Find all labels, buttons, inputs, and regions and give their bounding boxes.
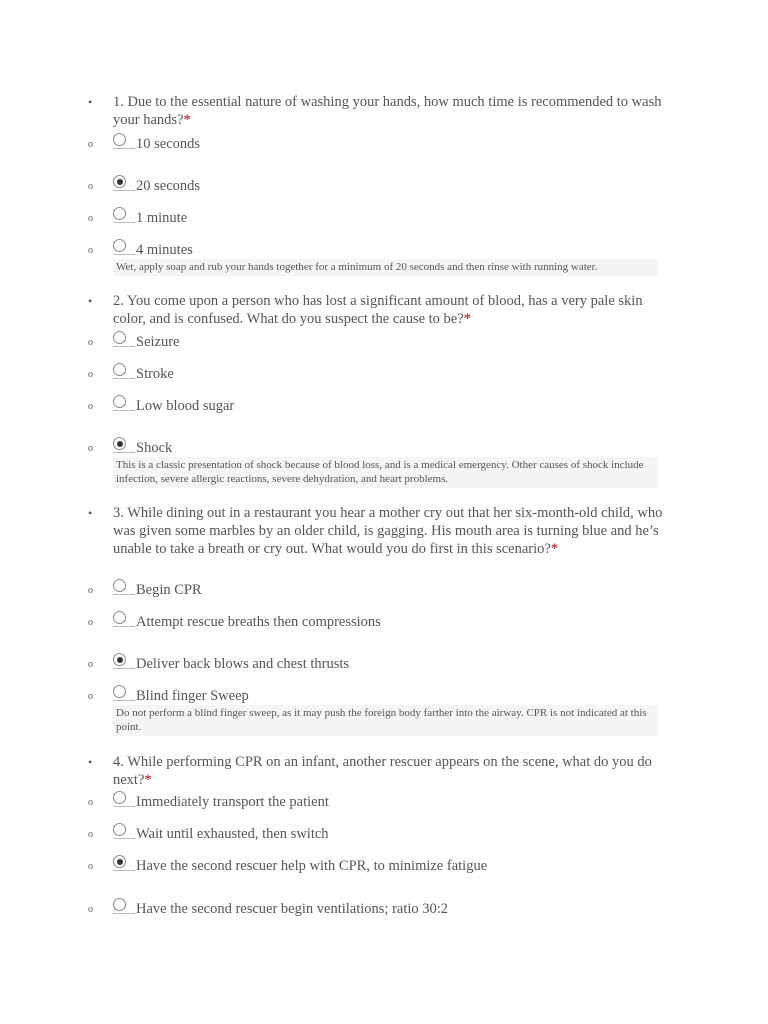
radio-button[interactable] (113, 239, 126, 252)
required-asterisk: * (550, 541, 559, 557)
sub-bullet-marker: o (88, 904, 93, 915)
sub-bullet-marker: o (88, 181, 93, 192)
radio-button-selected[interactable] (113, 437, 126, 450)
option-seizure[interactable] (0, 334, 768, 356)
sub-bullet-marker: o (88, 443, 93, 454)
sub-bullet-marker: o (88, 829, 93, 840)
option-label: 10 seconds (136, 136, 201, 152)
option-label: 4 minutes (136, 242, 193, 258)
question-1-text: 1. Due to the essential nature of washing your hands, how much time is recommended to wash your hands? (113, 94, 662, 128)
bullet-marker: • (88, 755, 93, 769)
radio-button[interactable] (113, 685, 126, 698)
option-rescue-breaths[interactable] (0, 614, 768, 636)
radio-button[interactable] (113, 898, 126, 911)
option-second-rescuer-ventilations[interactable] (0, 901, 768, 923)
sub-bullet-marker: o (88, 797, 93, 808)
option-label: Seizure (136, 334, 180, 350)
question-3-text: 3. While dining out in a restaurant you hear a mother cry out that her six-month-old child, who was given some marbles by an older child, is gagging. His mouth area is turning blue and he’s unable to take a breath or cry out. What would you do first in this scenario? (113, 505, 663, 557)
option-label: Shock (136, 440, 173, 456)
sub-bullet-marker: o (88, 401, 93, 412)
option-label: Attempt rescue breaths then compressions (136, 614, 381, 630)
option-label: 1 minute (136, 210, 188, 226)
required-asterisk: * (144, 772, 152, 788)
sub-bullet-marker: o (88, 337, 93, 348)
question-text (113, 292, 663, 328)
option-label: Low blood sugar (136, 398, 235, 414)
option-10-seconds[interactable] (0, 136, 768, 158)
option-label: Deliver back blows and chest thrusts (136, 656, 350, 672)
option-transport[interactable] (0, 794, 768, 816)
radio-button[interactable] (113, 579, 126, 592)
radio-button-selected[interactable] (113, 653, 126, 666)
option-label: Blind finger Sweep (136, 688, 249, 704)
option-1-minute[interactable] (0, 210, 768, 232)
answer-explanation: Do not perform a blind finger sweep, as it may push the foreign body farther into the airway. CPR is not indicated at this point. (113, 705, 658, 736)
option-wait-exhausted[interactable] (0, 826, 768, 848)
option-label: Begin CPR (136, 582, 202, 598)
option-back-blows[interactable] (0, 656, 768, 678)
option-label: Wait until exhausted, then switch (136, 826, 329, 842)
question-text (113, 93, 663, 129)
radio-button[interactable] (113, 611, 126, 624)
radio-button-selected[interactable] (113, 855, 126, 868)
answer-explanation: Wet, apply soap and rub your hands together for a minimum of 20 seconds and then rinse with running water. (113, 259, 658, 276)
bullet-marker: • (88, 95, 93, 109)
option-label: Have the second rescuer help with CPR, to minimize fatigue (136, 858, 488, 874)
radio-button[interactable] (113, 133, 126, 146)
option-second-rescuer-help[interactable] (0, 858, 768, 880)
bullet-marker: • (88, 506, 93, 520)
sub-bullet-marker: o (88, 139, 93, 150)
sub-bullet-marker: o (88, 213, 93, 224)
sub-bullet-marker: o (88, 617, 93, 628)
option-label: 20 seconds (136, 178, 201, 194)
sub-bullet-marker: o (88, 369, 93, 380)
question-4-text: 4. While performing CPR on an infant, another rescuer appears on the scene, what do you do next? (113, 754, 652, 788)
required-asterisk: * (463, 311, 471, 327)
option-stroke[interactable] (0, 366, 768, 388)
question-text (113, 753, 663, 789)
sub-bullet-marker: o (88, 585, 93, 596)
radio-button[interactable] (113, 207, 126, 220)
sub-bullet-marker: o (88, 691, 93, 702)
radio-button[interactable] (113, 363, 126, 376)
radio-button[interactable] (113, 791, 126, 804)
radio-button[interactable] (113, 331, 126, 344)
option-label: Immediately transport the patient (136, 794, 329, 810)
option-20-seconds[interactable] (0, 178, 768, 200)
radio-button-selected[interactable] (113, 175, 126, 188)
sub-bullet-marker: o (88, 861, 93, 872)
question-2-text: 2. You come upon a person who has lost a significant amount of blood, has a very pale skin color, and is confused. What do you suspect the cause to be? (113, 293, 643, 327)
sub-bullet-marker: o (88, 659, 93, 670)
option-low-blood-sugar[interactable] (0, 398, 768, 420)
option-label: Stroke (136, 366, 174, 382)
required-asterisk: * (183, 112, 191, 128)
option-label: Have the second rescuer begin ventilations; ratio 30:2 (136, 901, 449, 917)
answer-explanation: This is a classic presentation of shock because of blood loss, and is a medical emergency. Other causes of shock include infection, severe allergic reactions, severe dehydration, and heart problems. (113, 457, 658, 488)
sub-bullet-marker: o (88, 245, 93, 256)
radio-button[interactable] (113, 823, 126, 836)
option-begin-cpr[interactable] (0, 582, 768, 604)
question-text (113, 504, 663, 558)
bullet-marker: • (88, 294, 93, 308)
radio-button[interactable] (113, 395, 126, 408)
